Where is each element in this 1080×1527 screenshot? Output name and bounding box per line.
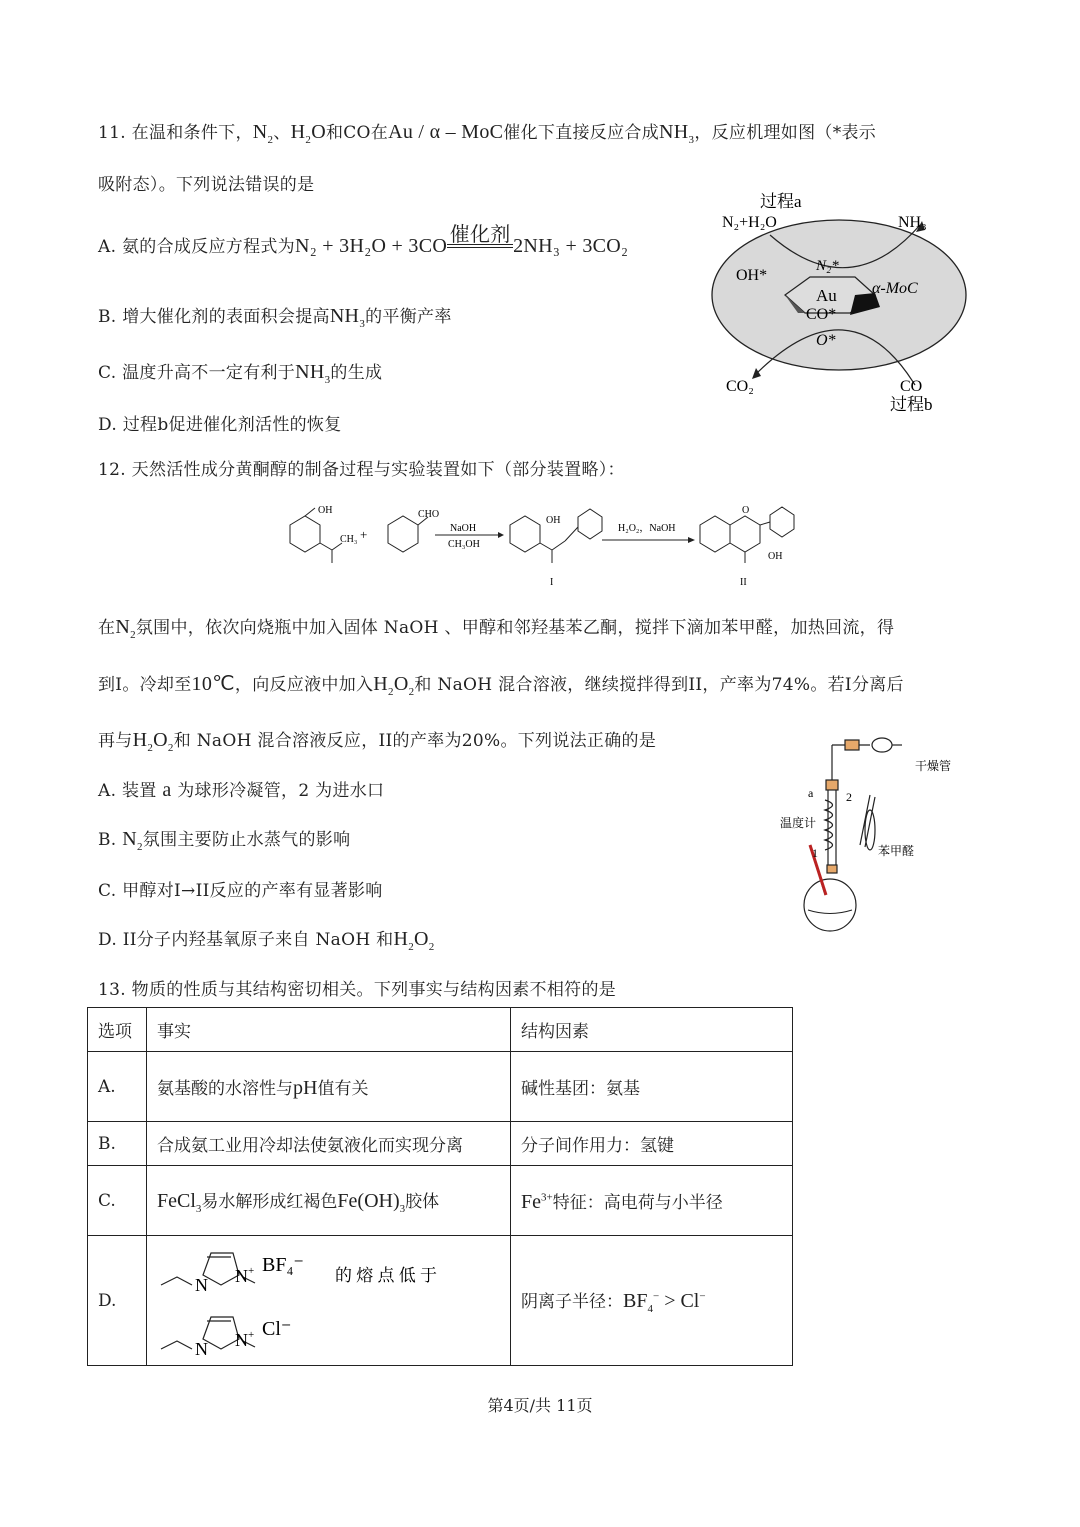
q11-option-c: C. 温度升高不一定有利于$NH_3$的生成 — [98, 361, 383, 386]
svg-text:N+: N+ — [235, 1328, 255, 1350]
table-row: C. FeCl$_3$易水解形成红褐色$Fe(OH)_3$胶体 $Fe^{3+}$特征：高电荷与小半径 — [88, 1166, 793, 1236]
svg-text:N: N — [195, 1338, 208, 1359]
table-row: A. 氨基酸的水溶性与pH值有关 碱性基团：氨基 — [88, 1052, 793, 1122]
svg-text:OH: OH — [768, 551, 783, 562]
svg-text:N₂+H₂O: N₂+H₂O — [722, 214, 777, 231]
q12-paragraph-line1: 在$N_2$氛围中，依次向烧瓶中加入固体 NaOH 、甲醇和邻羟基苯乙酮，搅拌下滴加苯甲醛，加热回流，得 — [98, 616, 895, 641]
svg-text:Cl⁻: Cl⁻ — [262, 1317, 292, 1340]
header-fact: 事实 — [147, 1008, 511, 1052]
q13-stem: 13. 物质的性质与其结构密切相关。下列事实与结构因素不相符的是 — [98, 980, 617, 1000]
header-option: 选项 — [88, 1008, 147, 1052]
svg-text:温度计: 温度计 — [780, 816, 817, 830]
svg-text:II: II — [740, 577, 747, 588]
svg-text:N: N — [195, 1274, 208, 1295]
svg-text:H₂O₂，NaOH: H₂O₂，NaOH — [618, 523, 676, 534]
equation-arrow: 催化剂 — [447, 244, 513, 252]
q12-option-c: C. 甲醇对I→II反应的产率有显著影响 — [98, 881, 383, 901]
table-row: B. 合成氨工业用冷却法使氨液化而实现分离 分子间作用力：氢键 — [88, 1122, 793, 1166]
q12-option-d: D. II分子内羟基氧原子来自 NaOH 和$H_2O_2$ — [98, 928, 435, 953]
svg-text:NaOH: NaOH — [450, 523, 477, 534]
svg-text:a: a — [808, 786, 814, 800]
svg-text:OH: OH — [546, 515, 561, 526]
q12-option-b: B. $N_2$氛围主要防止水蒸气的影响 — [98, 828, 351, 853]
q11-stem-line2: 吸附态）。下列说法错误的是 — [98, 175, 315, 195]
svg-text:α-MoC: α-MoC — [872, 280, 918, 297]
reaction-scheme — [270, 495, 810, 595]
svg-text:过程a: 过程a — [760, 192, 802, 211]
page-footer: 第4页/共 11页 — [487, 1396, 593, 1415]
mechanism-diagram — [700, 185, 980, 420]
svg-text:的 熔 点 低 于: 的 熔 点 低 于 — [335, 1265, 437, 1285]
table-header-row — [88, 1008, 793, 1052]
svg-text:I: I — [550, 577, 554, 588]
svg-text:Au: Au — [816, 286, 837, 305]
q12-option-a: A. 装置 a 为球形冷凝管，2 为进水口 — [98, 779, 385, 801]
ionic-liquid-structures — [147, 1237, 490, 1365]
q12-paragraph-line2: 到I。冷却至10℃，向反应液中加入$H_2O_2$和 NaOH 混合溶液，继续搅拌得到II，产率为74%。若I分离后 — [98, 673, 904, 698]
svg-text:CH₃OH: CH₃OH — [448, 539, 480, 550]
svg-text:过程b: 过程b — [890, 395, 933, 414]
svg-text:CO*: CO* — [806, 306, 837, 323]
svg-text:CO₂: CO₂ — [726, 378, 754, 395]
svg-text:N+: N+ — [235, 1264, 255, 1286]
svg-text:O*: O* — [816, 332, 836, 349]
svg-text:NH₃: NH₃ — [898, 214, 927, 231]
svg-text:BF₄⁻: BF₄⁻ — [262, 1253, 304, 1276]
q11-stem-line1: 11. 在温和条件下，$N_2$、$H_2O$和CO在Au / α – MoC催化下直接反应合成$NH_3$，反应机理如图（*表示 — [98, 121, 877, 146]
svg-text:N₂*: N₂* — [816, 258, 839, 274]
q11-option-d: D. 过程b促进催化剂活性的恢复 — [98, 415, 342, 435]
svg-text:1: 1 — [812, 846, 818, 860]
q11-option-b: B. 增大催化剂的表面积会提高$NH_3$的平衡产率 — [98, 305, 452, 330]
apparatus-figure — [770, 735, 970, 935]
header-factor: 结构因素 — [511, 1008, 793, 1052]
svg-text:苯甲醛: 苯甲醛 — [878, 844, 915, 858]
svg-text:OH*: OH* — [736, 267, 768, 284]
q13-table — [87, 1007, 793, 1366]
svg-text:CO: CO — [900, 378, 923, 395]
q12-stem: 12. 天然活性成分黄酮醇的制备过程与实验装置如下（部分装置略）： — [98, 460, 625, 480]
svg-text:O: O — [742, 505, 750, 516]
svg-text:干燥管: 干燥管 — [915, 759, 952, 773]
svg-text:+: + — [360, 527, 368, 542]
svg-text:OH: OH — [318, 505, 333, 516]
q12-paragraph-line3: 再与$H_2O_2$和 NaOH 混合溶液反应，II的产率为20%。下列说法正确的是 — [98, 729, 657, 754]
svg-text:2: 2 — [846, 790, 852, 804]
q11-option-a: A. 氨的合成反应方程式为N₂ + 3H₂O + 3CO 催化剂 2NH₃ + 3CO₂ — [98, 222, 629, 257]
table-row: D. N N+ BF₄⁻ N N+ Cl⁻ 的 熔 点 低 于 阴离子半径：$BF_4^- > Cl^-$ — [88, 1236, 793, 1366]
svg-text:CHO: CHO — [418, 509, 440, 520]
svg-text:CH₃: CH₃ — [340, 534, 358, 545]
